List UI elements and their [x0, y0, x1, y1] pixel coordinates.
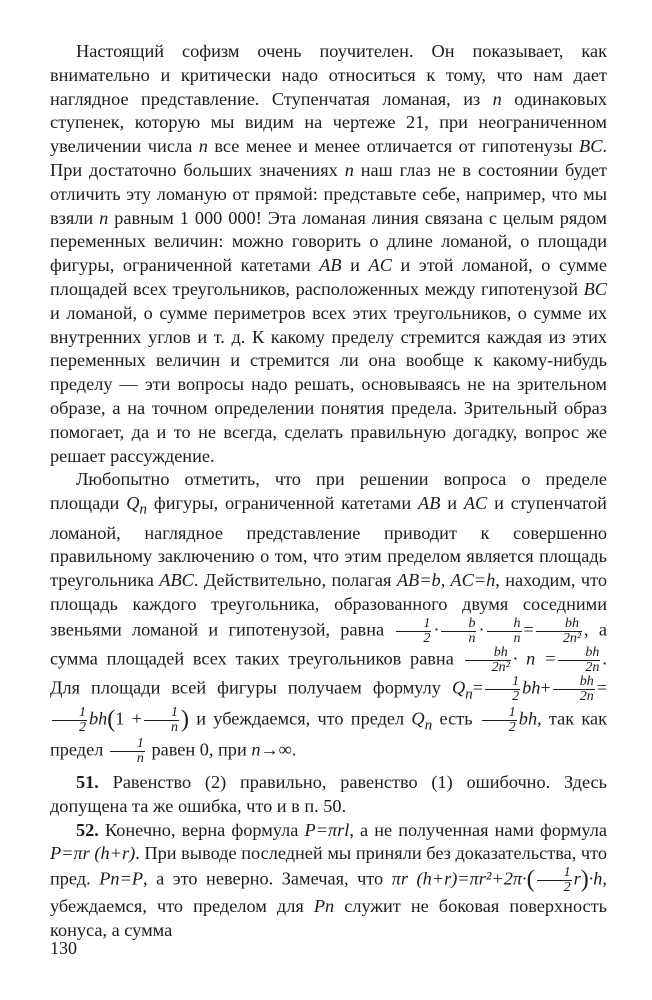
formula-expand: πr (h+r)=πr²+2π·	[391, 868, 527, 889]
fraction-one-n	[144, 706, 179, 735]
paragraph-area-limit	[50, 468, 607, 766]
text: служит не боковая поверхность конуса, а сумма	[50, 896, 607, 941]
var-q-sub: n	[139, 500, 148, 518]
denominator: n	[513, 630, 521, 646]
numerator: bh	[553, 675, 595, 690]
var-n: n	[198, 136, 208, 157]
fraction-one-half	[485, 675, 520, 704]
multiply-dot: ·	[478, 619, 485, 640]
close-paren: )	[181, 706, 189, 733]
formula-lateral-area: P=πrl	[304, 819, 350, 840]
fraction-bh-2n	[558, 646, 600, 675]
denominator: 2n²	[491, 659, 510, 675]
numerator: 1	[52, 706, 87, 721]
numerator: bh	[536, 617, 582, 632]
text: и этой ломаной, о сумме площадей всех треугольников, расположенных между гипотенузой	[50, 255, 607, 299]
numerator: b	[441, 617, 476, 632]
item-52	[50, 819, 607, 943]
fraction-one-half	[537, 866, 572, 895]
var-n: n	[344, 159, 354, 180]
var-bc: BC	[579, 136, 603, 157]
numerator: 1	[144, 706, 179, 721]
text: . Для площади всей фигуры получаем формулу	[50, 648, 607, 698]
fraction-one-half	[52, 706, 87, 735]
text: фигуры, ограниченной катетами	[147, 493, 419, 514]
text: , находим, что площадь каждого треугольника, образованного двумя соседними звеньями ломаной и гипотенузой, равна	[50, 570, 607, 640]
fraction-one-half	[482, 706, 517, 735]
text: Конечно, верна формула	[98, 819, 305, 840]
var-q-sub: n	[424, 716, 433, 734]
multiply-dot: ·	[433, 619, 440, 640]
text: и убеждаемся, что предел	[196, 708, 405, 729]
var-r: r	[573, 868, 581, 889]
text: , так как предел	[50, 708, 607, 760]
page-number: 130	[50, 938, 77, 958]
var-q: Q	[126, 493, 140, 514]
text: и	[341, 255, 369, 276]
formula-wrong: P=πr (h+r)	[50, 843, 136, 864]
text: все менее и менее отличается от гипотенузы	[207, 136, 580, 157]
text: .	[291, 739, 297, 760]
text: , а не полученная нами формула	[349, 819, 607, 840]
text: наш глаз не в состоянии будет отличить эту ломаную от прямой: представьте себе, например, что мы взяли	[50, 159, 608, 228]
text: Любопытно отметить, что при решении вопроса о пределе площади	[50, 469, 607, 514]
fraction-b-n	[441, 617, 476, 646]
denominator: 2	[508, 719, 516, 735]
text: и	[440, 493, 464, 514]
numerator: 1	[396, 617, 431, 632]
item-number: 52.	[76, 819, 99, 840]
fraction-bh-2n2	[536, 617, 582, 646]
limit-n-infinity: n→∞	[251, 739, 292, 760]
text: · n =	[512, 648, 557, 669]
var-q: Q	[451, 677, 466, 698]
equals-sign: =	[596, 677, 607, 698]
text: , убеждаемся, что пределом для	[50, 868, 607, 917]
term-bh: bh	[522, 677, 541, 698]
paragraph-sophism	[50, 40, 607, 468]
numerator: 1	[482, 706, 517, 721]
close-paren: )	[580, 866, 589, 893]
numerator: h	[487, 617, 522, 632]
var-n: n	[492, 88, 502, 109]
equals-sign: =	[472, 677, 484, 698]
numerator: bh	[465, 646, 511, 661]
text: одинаковых ступенек, которую мы видим на чертеже 21, при неограниченном увеличении числа	[50, 88, 607, 157]
open-paren: (	[526, 866, 535, 893]
var-ac: AC	[463, 493, 488, 514]
fraction-h-n	[487, 617, 522, 646]
item-number: 51.	[76, 772, 99, 793]
denominator: n	[468, 630, 476, 646]
text: . Действительно, полагая	[193, 570, 397, 591]
text: равен 0, при	[151, 739, 247, 760]
text: , а сумма площадей всех таких треугольников равна	[50, 619, 607, 669]
var-ab: AB	[319, 255, 342, 276]
numerator: 1	[110, 737, 145, 752]
text: и ступенчатой ломаной, наглядное представление приводит к совершенно правильному заключению о том, что этим пределом является площадь треугольника	[50, 493, 607, 591]
item-51	[50, 771, 607, 819]
denominator: 2	[563, 880, 571, 896]
fraction-one-half	[396, 617, 431, 646]
numerator: bh	[558, 646, 600, 661]
one-plus: 1 +	[115, 708, 142, 729]
text: равным 1 000 000! Эта ломаная линия связана с целым рядом переменных величин: можно говорить о длине ломаной, о площади фигуры, ограниченной катетами	[50, 207, 608, 276]
open-paren: (	[107, 706, 116, 733]
denominator: 2n	[579, 688, 594, 704]
numerator: 1	[485, 675, 520, 690]
var-ab: AB	[418, 493, 441, 514]
var-abc: ABC	[159, 570, 194, 591]
text: , а это неверно. Замечая, что	[143, 868, 392, 889]
var-q-sub: n	[465, 685, 473, 703]
denominator: 2	[512, 688, 520, 704]
var-q: Q	[411, 708, 425, 729]
var-n: n	[99, 207, 109, 228]
denominator: 2n	[585, 659, 600, 675]
denominator: n	[171, 719, 178, 735]
formula-limit-p: Pn=P	[99, 868, 144, 889]
fraction-bh-2n	[553, 675, 595, 704]
text: и ломаной, о сумме периметров всех этих треугольников, о сумме их внутренних углов и т. д. К какому пределу стремится каждая из этих переменных величин и стремится ли она вообще к какому-нибудь пределу — эти вопросы надо решать, основываясь не на зрительном образе, а на точном определении понятия предела. Зрительный образ помогает, да и то не всегда, сделать правильную догадку, вопрос же решает рассуждение.	[50, 302, 607, 466]
text: . При достаточно больших значениях	[50, 136, 607, 180]
var-pn: Pn	[313, 896, 335, 917]
term-bh: bh	[89, 708, 108, 729]
fraction-bh-2n2	[465, 646, 511, 675]
equation-ab-ac: AB=b, AC=h	[396, 570, 496, 591]
term-bh: bh	[518, 708, 538, 729]
var-ac: AC	[368, 255, 392, 276]
text: . При выводе последней мы приняли без доказательства, что пред.	[50, 843, 607, 889]
text: Настоящий софизм очень поучителен. Он показывает, как внимательно и критически надо относиться к тому, что нам дает наглядное представление. Ступенчатая ломаная, из	[50, 41, 607, 109]
numerator: 1	[537, 866, 572, 881]
text: есть	[439, 708, 473, 729]
denominator: 2	[423, 630, 431, 646]
fraction-one-n	[110, 737, 145, 766]
equals-sign: =	[523, 619, 534, 640]
denominator: n	[136, 751, 144, 767]
denominator: 2n²	[562, 630, 582, 646]
denominator: 2	[79, 719, 86, 735]
plus-sign: +	[540, 677, 551, 698]
item-text: Равенство (2) правильно, равенство (1) ошибочно. Здесь допущена та же ошибка, что и в п. 50.	[50, 772, 607, 816]
var-bc: BC	[583, 278, 607, 299]
term-h: ·h	[588, 868, 603, 889]
